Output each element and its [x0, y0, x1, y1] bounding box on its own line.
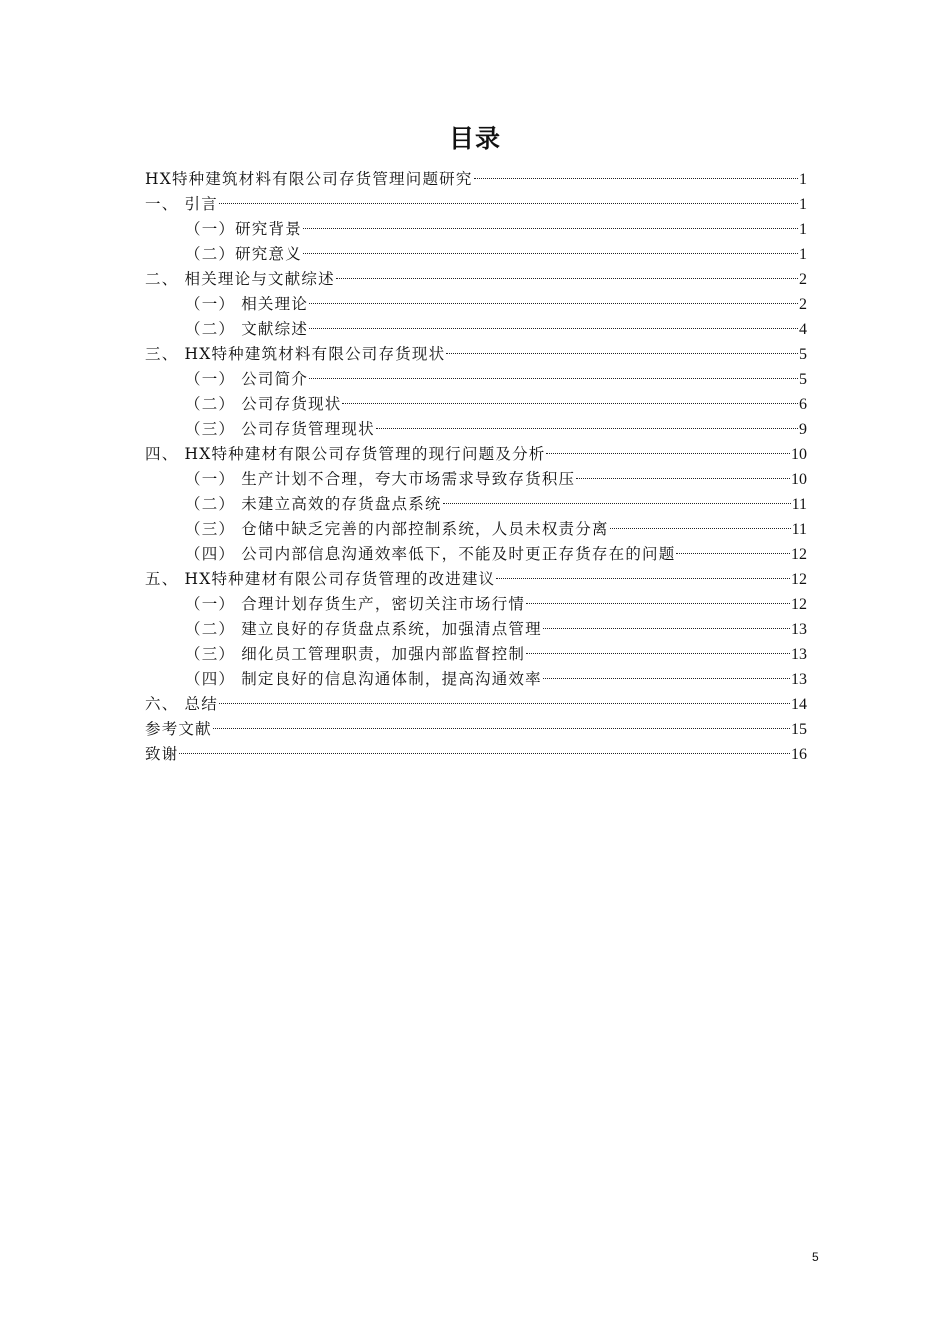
- toc-entry-page: 1: [799, 196, 807, 213]
- toc-dot-leader: [342, 403, 798, 404]
- toc-dot-leader: [219, 203, 798, 204]
- toc-entry-page: 15: [791, 721, 807, 738]
- toc-dot-leader: [526, 653, 790, 654]
- toc-entry-page: 5: [799, 371, 807, 388]
- toc-entry-text: 致谢: [145, 745, 179, 763]
- toc-dot-leader: [219, 703, 790, 704]
- toc-entry[interactable]: [145, 667, 807, 692]
- toc-entry-page: 11: [791, 496, 807, 513]
- toc-dot-leader: [309, 328, 798, 329]
- toc-dot-leader: [303, 253, 798, 254]
- toc-entry-text: （二） 公司存货现状: [185, 395, 342, 413]
- toc-dot-leader: [179, 753, 790, 754]
- toc-entry-text: （一） 合理计划存货生产，密切关注市场行情: [185, 595, 526, 613]
- toc-entry[interactable]: [145, 192, 807, 217]
- toc-entry-text: （三） 细化员工管理职责，加强内部监督控制: [185, 645, 526, 663]
- toc-dot-leader: [610, 528, 791, 529]
- toc-entry[interactable]: [145, 342, 807, 367]
- toc-entry-page: 12: [791, 546, 807, 563]
- toc-dot-leader: [446, 353, 798, 354]
- toc-entry-page: 14: [791, 696, 807, 713]
- toc-entry[interactable]: [145, 592, 807, 617]
- toc-entry[interactable]: [145, 542, 807, 567]
- toc-entry-text: （二） 未建立高效的存货盘点系统: [185, 495, 442, 513]
- toc-entry-page: 11: [791, 521, 807, 538]
- toc-entry-page: 10: [791, 471, 807, 488]
- toc-entry-text: 五、 HX特种建材有限公司存货管理的改进建议: [145, 570, 496, 588]
- toc-entry-page: 1: [799, 246, 807, 263]
- toc-entry-page: 13: [791, 671, 807, 688]
- toc-entry[interactable]: [145, 367, 807, 392]
- toc-dot-leader: [496, 578, 790, 579]
- toc-dot-leader: [474, 178, 798, 179]
- toc-dot-leader: [376, 428, 798, 429]
- toc-entry-text: （二）研究意义: [185, 245, 302, 263]
- toc-dot-leader: [576, 478, 790, 479]
- toc-entry-page: 16: [791, 746, 807, 763]
- toc-entry[interactable]: [145, 492, 807, 517]
- toc-dot-leader: [546, 453, 790, 454]
- toc-entry-text: （二） 建立良好的存货盘点系统，加强清点管理: [185, 620, 542, 638]
- toc-entry-text: 三、 HX特种建筑材料有限公司存货现状: [145, 345, 446, 363]
- toc-entry[interactable]: [145, 167, 807, 192]
- toc-entry-text: 二、 相关理论与文献综述: [145, 270, 335, 288]
- toc-entry-text: HX特种建筑材料有限公司存货管理问题研究: [145, 170, 473, 188]
- toc-dot-leader: [336, 278, 798, 279]
- toc-entry[interactable]: [145, 217, 807, 242]
- toc-entry-text: （四） 公司内部信息沟通效率低下，不能及时更正存货存在的问题: [185, 545, 676, 563]
- toc-entry-page: 2: [799, 271, 807, 288]
- toc-entry[interactable]: [145, 717, 807, 742]
- toc-entry-text: （三） 仓储中缺乏完善的内部控制系统，人员未权责分离: [185, 520, 609, 538]
- toc-entry-text: （一） 公司简介: [185, 370, 309, 388]
- toc-entry[interactable]: [145, 642, 807, 667]
- toc-dot-leader: [443, 503, 791, 504]
- toc-entry-page: 1: [799, 171, 807, 188]
- toc-entry[interactable]: [145, 517, 807, 542]
- toc-entry[interactable]: [145, 292, 807, 317]
- toc-entry-text: 六、 总结: [145, 695, 218, 713]
- toc-entry[interactable]: [145, 242, 807, 267]
- toc-entry-text: 一、 引言: [145, 195, 218, 213]
- toc-entry-page: 2: [799, 296, 807, 313]
- toc-entry-page: 9: [799, 421, 807, 438]
- toc-entry-text: 参考文献: [145, 720, 212, 738]
- table-of-contents: [145, 167, 807, 767]
- toc-entry-page: 4: [799, 321, 807, 338]
- toc-entry-page: 13: [791, 621, 807, 638]
- toc-entry-page: 12: [791, 571, 807, 588]
- toc-entry[interactable]: [145, 567, 807, 592]
- toc-entry-page: 12: [791, 596, 807, 613]
- toc-entry[interactable]: [145, 317, 807, 342]
- page-number: 5: [812, 1250, 819, 1264]
- toc-dot-leader: [309, 303, 798, 304]
- toc-entry-text: 四、 HX特种建材有限公司存货管理的现行问题及分析: [145, 445, 546, 463]
- page-title: 目录: [448, 124, 501, 153]
- toc-dot-leader: [213, 728, 790, 729]
- toc-entry-page: 5: [799, 346, 807, 363]
- toc-dot-leader: [543, 628, 790, 629]
- toc-dot-leader: [526, 603, 790, 604]
- toc-entry[interactable]: [145, 742, 807, 767]
- toc-dot-leader: [676, 553, 790, 554]
- toc-entry[interactable]: [145, 417, 807, 442]
- toc-entry[interactable]: [145, 442, 807, 467]
- toc-entry[interactable]: [145, 692, 807, 717]
- toc-dot-leader: [543, 678, 790, 679]
- toc-entry-text: （三） 公司存货管理现状: [185, 420, 375, 438]
- toc-dot-leader: [309, 378, 798, 379]
- toc-entry-text: （一）研究背景: [185, 220, 302, 238]
- toc-entry[interactable]: [145, 267, 807, 292]
- toc-dot-leader: [303, 228, 798, 229]
- toc-entry-text: （四） 制定良好的信息沟通体制，提高沟通效率: [185, 670, 542, 688]
- toc-entry-text: （一） 相关理论: [185, 295, 309, 313]
- toc-entry-page: 10: [791, 446, 807, 463]
- toc-entry-page: 13: [791, 646, 807, 663]
- toc-entry[interactable]: [145, 617, 807, 642]
- toc-entry-page: 1: [799, 221, 807, 238]
- toc-entry[interactable]: [145, 467, 807, 492]
- toc-entry-text: （一） 生产计划不合理，夸大市场需求导致存货积压: [185, 470, 576, 488]
- toc-entry[interactable]: [145, 392, 807, 417]
- toc-entry-text: （二） 文献综述: [185, 320, 309, 338]
- toc-entry-page: 6: [799, 396, 807, 413]
